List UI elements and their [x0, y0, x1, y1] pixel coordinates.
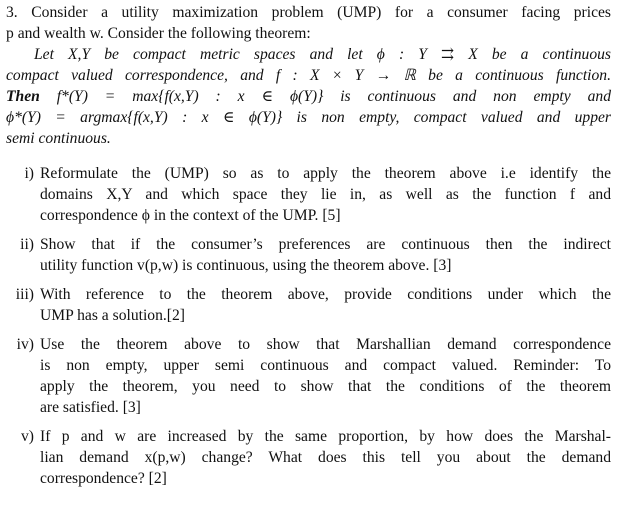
sub-question	[6, 234, 611, 276]
theorem-line-1: Let X,Y be compact metric spaces and let ϕ : Y ⇉ X be a continuous	[34, 46, 611, 63]
intro-line-1: 3. Consider a utility maximization problem (UMP) for a consumer facing prices	[6, 4, 611, 21]
theorem-line-4: ϕ*(Y) = argmax{f(x,Y) : x ∈ ϕ(Y)} is non empty, compact valued and upper	[6, 109, 611, 126]
sub-questions	[6, 163, 611, 489]
sub-question-text	[40, 234, 611, 276]
intro-line-2: p and wealth w. Consider the following theorem:	[6, 25, 311, 42]
theorem-line-3	[6, 86, 611, 107]
sub-question-line: If p and w are increased by the same proportion, by how does the Marshal-	[40, 428, 611, 445]
sub-question-line: correspondence? [2]	[40, 470, 167, 487]
sub-question-line: With reference to the theorem above, provide conditions under which the	[40, 286, 611, 303]
sub-question	[6, 334, 611, 418]
sub-question-line: UMP has a solution.[2]	[40, 307, 185, 324]
sub-question-number: iv)	[16, 336, 34, 353]
sub-question-line: correspondence ϕ in the context of the UMP. [5]	[40, 207, 341, 224]
theorem-line-3-rest: f*(Y) = max{f(x,Y) : x ∈ ϕ(Y)} is continuous and non empty and	[39, 88, 611, 105]
sub-question-text	[40, 426, 611, 489]
sub-question-line: are satisfied. [3]	[40, 399, 141, 416]
sub-question-text	[40, 334, 611, 418]
theorem-line-5: semi continuous.	[6, 130, 111, 147]
sub-question-line: Reformulate the (UMP) so as to apply the theorem above i.e identify the	[40, 165, 611, 182]
sub-question-text	[40, 284, 611, 326]
sub-question	[6, 426, 611, 489]
theorem-statement	[6, 44, 611, 149]
sub-question-number: i)	[24, 165, 34, 182]
question-intro	[6, 2, 611, 44]
sub-question-line: utility function v(p,w) is continuous, using the theorem above. [3]	[40, 257, 452, 274]
sub-question-number: v)	[21, 428, 34, 445]
sub-question	[6, 284, 611, 326]
sub-question-line: is non empty, upper semi continuous and compact valued. Reminder: To	[40, 357, 611, 374]
sub-question-number: iii)	[15, 286, 34, 303]
theorem-line-2: compact valued correspondence, and f : X × Y → ℝ be a continuous function.	[6, 67, 611, 84]
sub-question-line: apply the theorem, you need to show that the conditions of the theorem	[40, 378, 611, 395]
sub-question-number: ii)	[20, 236, 34, 253]
sub-question-line: Show that if the consumer’s preferences are continuous then the indirect	[40, 236, 611, 253]
sub-question-text	[40, 163, 611, 226]
sub-question-line: lian demand x(p,w) change? What does this tell you about the demand	[40, 449, 611, 466]
sub-question-line: Use the theorem above to show that Marshallian demand correspondence	[40, 336, 611, 353]
theorem-then: Then	[6, 88, 40, 105]
sub-question-line: domains X,Y and which space they lie in, as well as the function f and	[40, 186, 611, 203]
sub-question	[6, 163, 611, 226]
